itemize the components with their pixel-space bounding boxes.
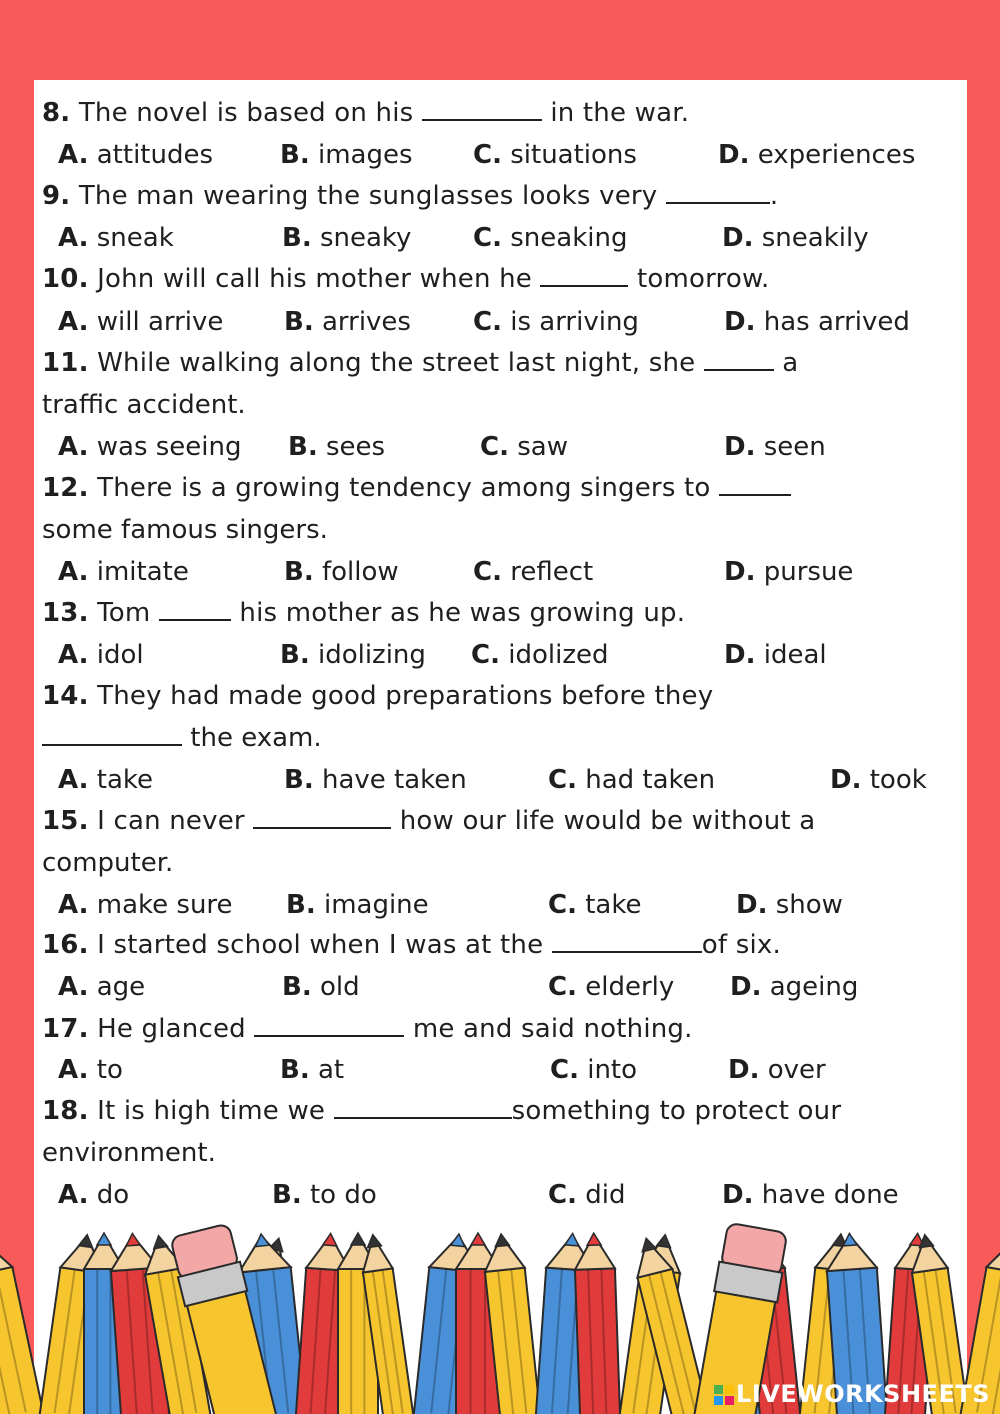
question-number: 16. — [42, 930, 89, 960]
option-b[interactable]: B. imagine — [286, 890, 429, 920]
answer-blank[interactable] — [254, 1015, 404, 1037]
option-b[interactable]: B. follow — [284, 557, 399, 587]
question-8: 8. The novel is based on his in the war. — [42, 98, 690, 128]
answer-blank[interactable] — [704, 349, 774, 371]
option-c[interactable]: C. elderly — [548, 972, 675, 1002]
answer-blank[interactable] — [540, 265, 628, 287]
option-c[interactable]: C. saw — [480, 432, 568, 462]
question-15: 15. I can never how our life would be without a — [42, 806, 816, 836]
option-d[interactable]: D. pursue — [724, 557, 854, 587]
question-16: 16. I started school when I was at the of six. — [42, 930, 781, 960]
logo-icon — [714, 1385, 734, 1405]
question-14-continuation: the exam. — [42, 723, 322, 753]
option-b[interactable]: B. at — [280, 1055, 345, 1085]
answer-blank[interactable] — [719, 474, 791, 496]
option-c[interactable]: C. into — [550, 1055, 638, 1085]
option-c[interactable]: C. take — [548, 890, 642, 920]
option-b[interactable]: B. idolizing — [280, 640, 426, 670]
option-d[interactable]: D. have done — [722, 1180, 899, 1210]
question-number: 12. — [42, 473, 89, 503]
answer-blank[interactable] — [552, 931, 702, 953]
option-a[interactable]: A. attitudes — [58, 140, 214, 170]
question-12-continuation: some famous singers. — [42, 515, 328, 545]
answer-blank[interactable] — [159, 599, 231, 621]
question-13: 13. Tom his mother as he was growing up. — [42, 598, 686, 628]
option-d[interactable]: D. show — [736, 890, 843, 920]
option-c[interactable]: C. is arriving — [473, 307, 639, 337]
option-a[interactable]: A. take — [58, 765, 154, 795]
option-a[interactable]: A. was seeing — [58, 432, 242, 462]
option-b[interactable]: B. to do — [272, 1180, 377, 1210]
question-number: 11. — [42, 348, 89, 378]
option-c[interactable]: C. had taken — [548, 765, 716, 795]
option-c[interactable]: C. idolized — [471, 640, 609, 670]
question-10: 10. John will call his mother when he tomorrow. — [42, 264, 770, 294]
option-a[interactable]: A. do — [58, 1180, 130, 1210]
logo-text: LIVEWORKSHEETS — [736, 1380, 990, 1408]
option-d[interactable]: D. ideal — [724, 640, 827, 670]
option-c[interactable]: C. situations — [473, 140, 637, 170]
question-18-continuation: environment. — [42, 1138, 216, 1168]
option-b[interactable]: B. old — [282, 972, 360, 1002]
option-b[interactable]: B. sees — [288, 432, 386, 462]
option-a[interactable]: A. idol — [58, 640, 144, 670]
question-11-continuation: traffic accident. — [42, 390, 246, 420]
option-a[interactable]: A. will arrive — [58, 307, 224, 337]
option-c[interactable]: C. did — [548, 1180, 626, 1210]
option-a[interactable]: A. make sure — [58, 890, 233, 920]
option-b[interactable]: B. sneaky — [282, 223, 412, 253]
liveworksheets-logo — [714, 1380, 990, 1408]
question-number: 17. — [42, 1014, 89, 1044]
answer-blank[interactable] — [42, 724, 182, 746]
answer-blank[interactable] — [253, 807, 391, 829]
answer-blank[interactable] — [334, 1097, 512, 1119]
question-14: 14. They had made good preparations before they — [42, 681, 714, 711]
option-a[interactable]: A. sneak — [58, 223, 174, 253]
question-number: 9. — [42, 181, 71, 211]
question-12: 12. There is a growing tendency among singers to — [42, 473, 791, 503]
question-number: 14. — [42, 681, 89, 711]
question-number: 13. — [42, 598, 89, 628]
option-a[interactable]: A. age — [58, 972, 146, 1002]
question-11: 11. While walking along the street last night, she a — [42, 348, 799, 378]
answer-blank[interactable] — [422, 99, 542, 121]
question-18: 18. It is high time we something to protect our — [42, 1096, 842, 1126]
question-17: 17. He glanced me and said nothing. — [42, 1014, 693, 1044]
option-a[interactable]: A. to — [58, 1055, 123, 1085]
question-15-continuation: computer. — [42, 848, 174, 878]
option-a[interactable]: A. imitate — [58, 557, 189, 587]
option-b[interactable]: B. have taken — [284, 765, 467, 795]
option-d[interactable]: D. seen — [724, 432, 826, 462]
question-9: 9. The man wearing the sunglasses looks very . — [42, 181, 779, 211]
option-c[interactable]: C. reflect — [473, 557, 594, 587]
question-number: 18. — [42, 1096, 89, 1126]
option-d[interactable]: D. experiences — [718, 140, 916, 170]
option-b[interactable]: B. images — [280, 140, 413, 170]
pencil — [574, 1232, 623, 1414]
answer-blank[interactable] — [666, 182, 770, 204]
option-d[interactable]: D. over — [728, 1055, 826, 1085]
option-d[interactable]: D. sneakily — [722, 223, 869, 253]
option-d[interactable]: D. has arrived — [724, 307, 910, 337]
question-number: 10. — [42, 264, 89, 294]
option-d[interactable]: D. ageing — [730, 972, 859, 1002]
question-number: 8. — [42, 98, 71, 128]
option-d[interactable]: D. took — [830, 765, 927, 795]
question-number: 15. — [42, 806, 89, 836]
option-c[interactable]: C. sneaking — [473, 223, 628, 253]
option-b[interactable]: B. arrives — [284, 307, 411, 337]
